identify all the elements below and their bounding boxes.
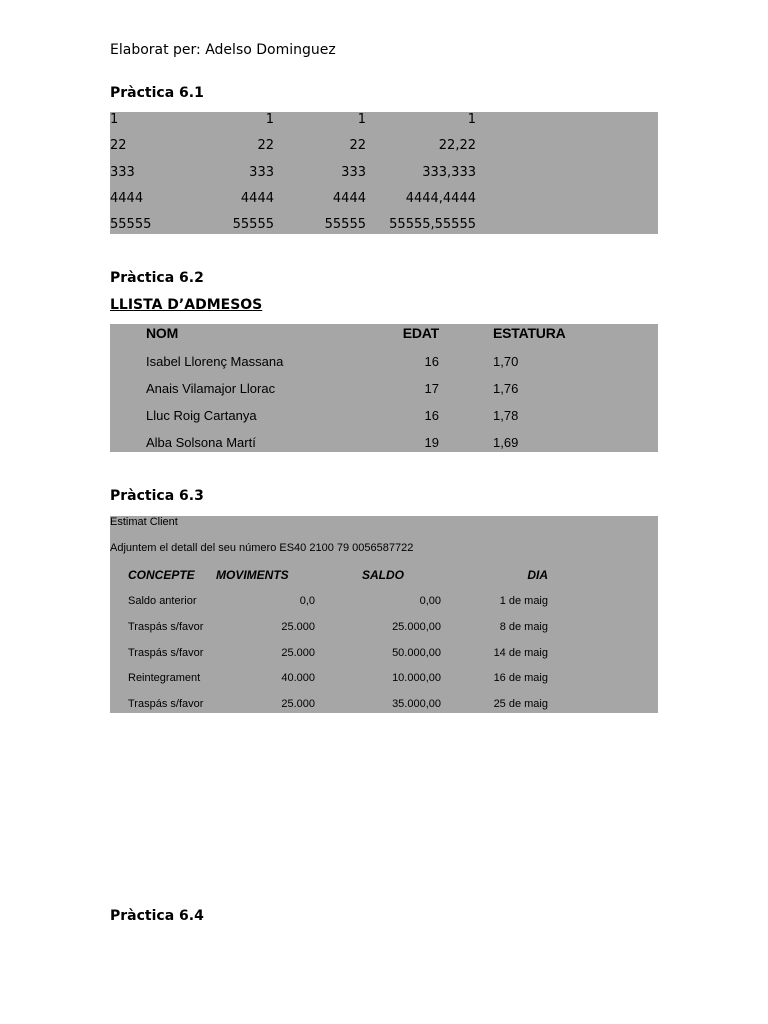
table-row	[110, 595, 658, 613]
cell: 25.000	[281, 621, 315, 633]
table-practica-6-3	[110, 516, 658, 713]
cell: 0,00	[419, 595, 441, 607]
cell: 0,0	[299, 595, 315, 607]
cell: 1	[110, 112, 119, 127]
cell: 25.000,00	[392, 621, 441, 633]
cell: 1 de maig	[499, 595, 548, 607]
cell: 333,333	[422, 165, 476, 180]
cell: 1,78	[493, 408, 519, 423]
cell: 55555,55555	[389, 217, 476, 232]
cell: 25 de maig	[493, 698, 548, 710]
cell: 1,70	[493, 354, 519, 369]
cell: 4444	[332, 191, 366, 206]
cell: 55555	[110, 217, 152, 232]
cell: Reintegrament	[128, 672, 201, 684]
column-header: DIA	[527, 568, 548, 582]
table-practica-6-1	[110, 112, 658, 234]
cell: 1,76	[493, 381, 519, 396]
cell: 16 de maig	[493, 672, 548, 684]
cell: 25.000	[281, 647, 315, 659]
cell: 4444	[240, 191, 274, 206]
cell: 55555	[324, 217, 366, 232]
cell: Anais Vilamajor Llorac	[146, 381, 276, 396]
cell: 25.000	[281, 698, 315, 710]
table-row	[110, 621, 658, 639]
cell: Isabel Llorenç Massana	[146, 354, 284, 369]
column-header: ESTATURA	[493, 325, 566, 341]
cell: 16	[424, 408, 439, 423]
cell: 22	[110, 138, 127, 153]
cell: 35.000,00	[392, 698, 441, 710]
cell: 22	[257, 138, 274, 153]
cell: 4444	[110, 191, 144, 206]
table-row	[110, 672, 658, 690]
cell: Traspás s/favor	[128, 621, 204, 633]
cell: 14 de maig	[493, 647, 548, 659]
table-row	[110, 138, 658, 158]
list-title: LLISTA D’ADMESOS	[110, 297, 263, 313]
cell: 22	[349, 138, 366, 153]
cell: Alba Solsona Martí	[146, 435, 256, 450]
table-practica-6-2	[110, 324, 658, 452]
cell: Saldo anterior	[128, 595, 197, 607]
table-row	[110, 408, 658, 428]
table-row	[110, 381, 658, 401]
cell: Traspás s/favor	[128, 698, 204, 710]
cell: Traspás s/favor	[128, 647, 204, 659]
cell: 1,69	[493, 435, 519, 450]
column-header: EDAT	[402, 325, 439, 341]
heading-practica-6-4: Pràctica 6.4	[110, 908, 204, 924]
cell: 333	[110, 165, 135, 180]
cell: 333	[249, 165, 274, 180]
cell: 19	[424, 435, 439, 450]
cell: 17	[424, 381, 439, 396]
table-row	[110, 354, 658, 374]
heading-practica-6-1: Pràctica 6.1	[110, 85, 204, 101]
cell: 1	[357, 112, 366, 127]
cell: 55555	[232, 217, 274, 232]
column-header: MOVIMENTS	[216, 568, 289, 582]
cell: 16	[424, 354, 439, 369]
intro-text: Adjuntem el detall del seu número ES40 2100 79 0056587722	[110, 542, 414, 554]
cell: 40.000	[281, 672, 315, 684]
table-row	[110, 217, 658, 237]
author-line: Elaborat per: Adelso Dominguez	[110, 42, 336, 58]
table-row	[110, 191, 658, 211]
table-row	[110, 435, 658, 455]
table-row	[110, 112, 658, 132]
table-row	[110, 698, 658, 716]
column-header: CONCEPTE	[128, 568, 195, 582]
cell: 1	[467, 112, 476, 127]
table-header-row	[110, 568, 658, 586]
greeting-text: Estimat Client	[110, 516, 178, 528]
cell: 1	[265, 112, 274, 127]
table-row	[110, 647, 658, 665]
column-header: SALDO	[362, 568, 404, 582]
cell: 50.000,00	[392, 647, 441, 659]
cell: 8 de maig	[499, 621, 548, 633]
cell: 333	[341, 165, 366, 180]
cell: 4444,4444	[405, 191, 476, 206]
heading-practica-6-2: Pràctica 6.2	[110, 270, 204, 286]
cell: 22,22	[438, 138, 476, 153]
cell: Lluc Roig Cartanya	[146, 408, 257, 423]
table-row	[110, 165, 658, 185]
table-header-row	[110, 325, 658, 345]
heading-practica-6-3: Pràctica 6.3	[110, 488, 204, 504]
column-header: NOM	[146, 325, 179, 341]
cell: 10.000,00	[392, 672, 441, 684]
